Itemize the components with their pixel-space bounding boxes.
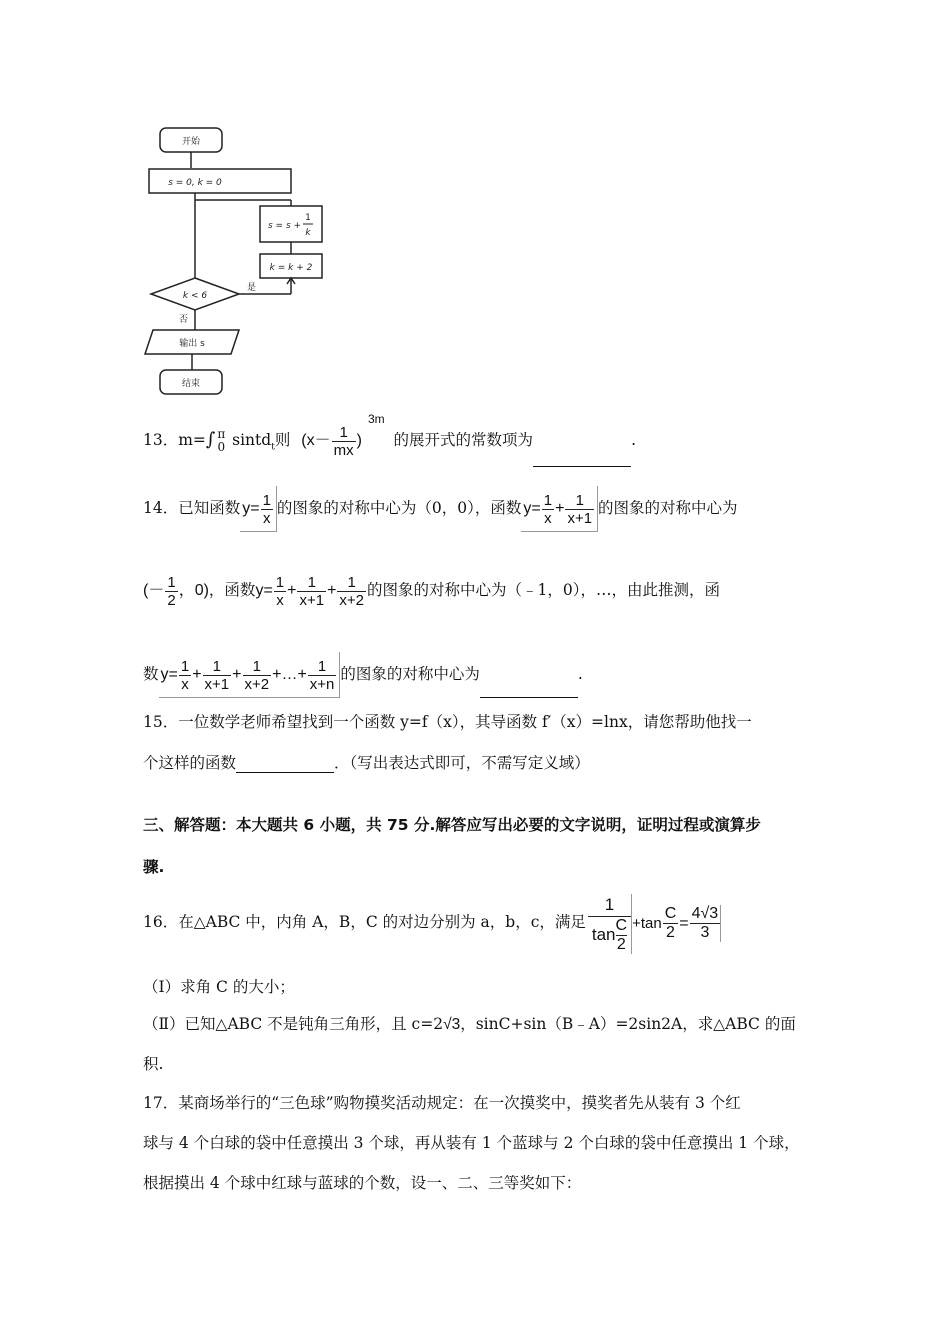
- flowchart-end-text: 结束: [181, 379, 201, 389]
- integral-upper-limit: π: [217, 427, 226, 442]
- binomial-power: 3m: [367, 412, 385, 426]
- q16-sqrt3: √3: [443, 1016, 461, 1033]
- binomial-frac-den: mx: [333, 441, 354, 459]
- flowchart-start-text: 开始: [181, 137, 201, 147]
- flowchart-update-s-num: 1: [305, 213, 311, 223]
- flowchart-no-label: 否: [179, 315, 189, 325]
- q16-part-1: （Ⅰ）求角 C 的大小；: [143, 978, 295, 996]
- q14-end: .: [577, 665, 583, 683]
- question-14-line1: [143, 486, 738, 530]
- binomial-base: (x－: [301, 432, 331, 450]
- question-14-line3: [143, 652, 583, 696]
- binomial-rparen: ): [356, 432, 362, 450]
- q16-part-2: [143, 1014, 796, 1035]
- flowchart-update-s-text: s = s +: [268, 221, 302, 231]
- question-15-line1: 15．一位数学老师希望找到一个函数 y=f（x），其导函数 f′（x）=lnx，请您帮助他找一: [143, 713, 752, 731]
- q14-text-a3: 的图象的对称中心为: [598, 499, 738, 517]
- q14-text-b1: ，函数: [208, 581, 256, 599]
- q13-end: .: [631, 431, 636, 450]
- q14-answer-blank: [480, 681, 578, 698]
- q13-prefix: 13．m=: [143, 431, 206, 450]
- flowchart-init-text: s = 0, k = 0: [168, 178, 222, 188]
- formula-q16: 1 tan $\frac{C}{2}$ +tan $\frac{C}{2}$ = $\frac{4√3}{3}$: [586, 891, 724, 956]
- q13-answer-blank: [533, 450, 631, 467]
- flowchart-condition-text: k < 6: [182, 291, 208, 301]
- flowchart-output-text: 输出 s: [179, 339, 205, 349]
- q14-text-a2: 的图象的对称中心为（0，0），函数: [276, 499, 522, 517]
- q15-text-pre: 个这样的函数: [143, 754, 237, 772]
- flowchart: [135, 118, 335, 403]
- integrand-sub: t: [271, 442, 275, 453]
- flowchart-update-k-text: k = k + 2: [269, 263, 313, 273]
- q16-stem-text: 16．在△ABC 中，内角 A，B，C 的对边分别为 a，b，c，满足: [143, 913, 586, 931]
- question-17-line2: 球与 4 个白球的袋中任意摸出 3 个球，再从装有 1 个蓝球与 2 个白球的袋中任意摸出 1 个球，: [143, 1134, 800, 1152]
- flowchart-update-s-den: k: [305, 228, 311, 238]
- question-17-line3: 根据摸出 4 个球中红球与蓝球的个数，设一、二、三等奖如下：: [143, 1174, 582, 1192]
- q13-then: 则: [274, 431, 291, 450]
- integrand: sintd: [232, 431, 272, 450]
- question-13: [143, 412, 636, 459]
- section-3-heading: 三、解答题：本大题共 6 小题，共 75 分.解答应写出必要的文字说明，证明过程或演算步: [143, 816, 761, 834]
- q16-part-2-line2: 积.: [143, 1055, 164, 1073]
- integral-lower-limit: 0: [217, 440, 226, 455]
- formula-y-three-terms: y= $\frac{1}{x}$ + $\frac{1}{x+1}$ + $\frac{1}{x+2}$: [255, 573, 365, 609]
- question-14-line2: [143, 568, 720, 612]
- q15-answer-blank: [236, 756, 334, 773]
- q15-text-post: ．（写出表达式即可，不需写定义域）: [334, 754, 590, 772]
- section-3-heading-line2: 骤.: [143, 858, 165, 876]
- formula-y-1-over-x: y= $\frac{1}{x}$: [240, 486, 277, 532]
- q13-post: 的展开式的常数项为: [393, 431, 534, 450]
- binomial-frac-num: 1: [332, 424, 356, 442]
- question-16-stem: [143, 890, 724, 954]
- q14-text-c2: 的图象的对称中心为: [340, 665, 480, 683]
- formula-y-n-terms: y= $\frac{1}{x}$ + $\frac{1}{x+1}$ + $\frac{1}{x+2}$ +…+ $\frac{1}{x+n}$: [159, 652, 341, 698]
- q16-part2-pre: （Ⅱ）已知△ABC 不是钝角三角形，且 c=2: [143, 1015, 444, 1033]
- flowchart-yes-label: 是: [247, 283, 257, 293]
- formula-y-two-terms: y= $\frac{1}{x}$ + $\frac{1}{x+1}$: [521, 486, 598, 532]
- q14-text-a1: 14．已知函数: [143, 499, 241, 517]
- integral-sign: ∫: [205, 429, 216, 451]
- question-17-line1: 17．某商场举行的“三色球”购物摸奖活动规定：在一次摸奖中，摸奖者先从装有 3 个红: [143, 1094, 741, 1112]
- question-15-line2: [143, 753, 590, 773]
- point-neg-half: (－ $\frac{1}{2}$ ，0): [143, 573, 209, 609]
- q14-text-b2: 的图象的对称中心为（﹣1，0），…，由此推测，函: [367, 581, 721, 599]
- q14-text-c1: 数: [143, 665, 159, 683]
- q16-part2-post: ，sinC+sin（B﹣A）=2sin2A，求△ABC 的面: [460, 1015, 796, 1033]
